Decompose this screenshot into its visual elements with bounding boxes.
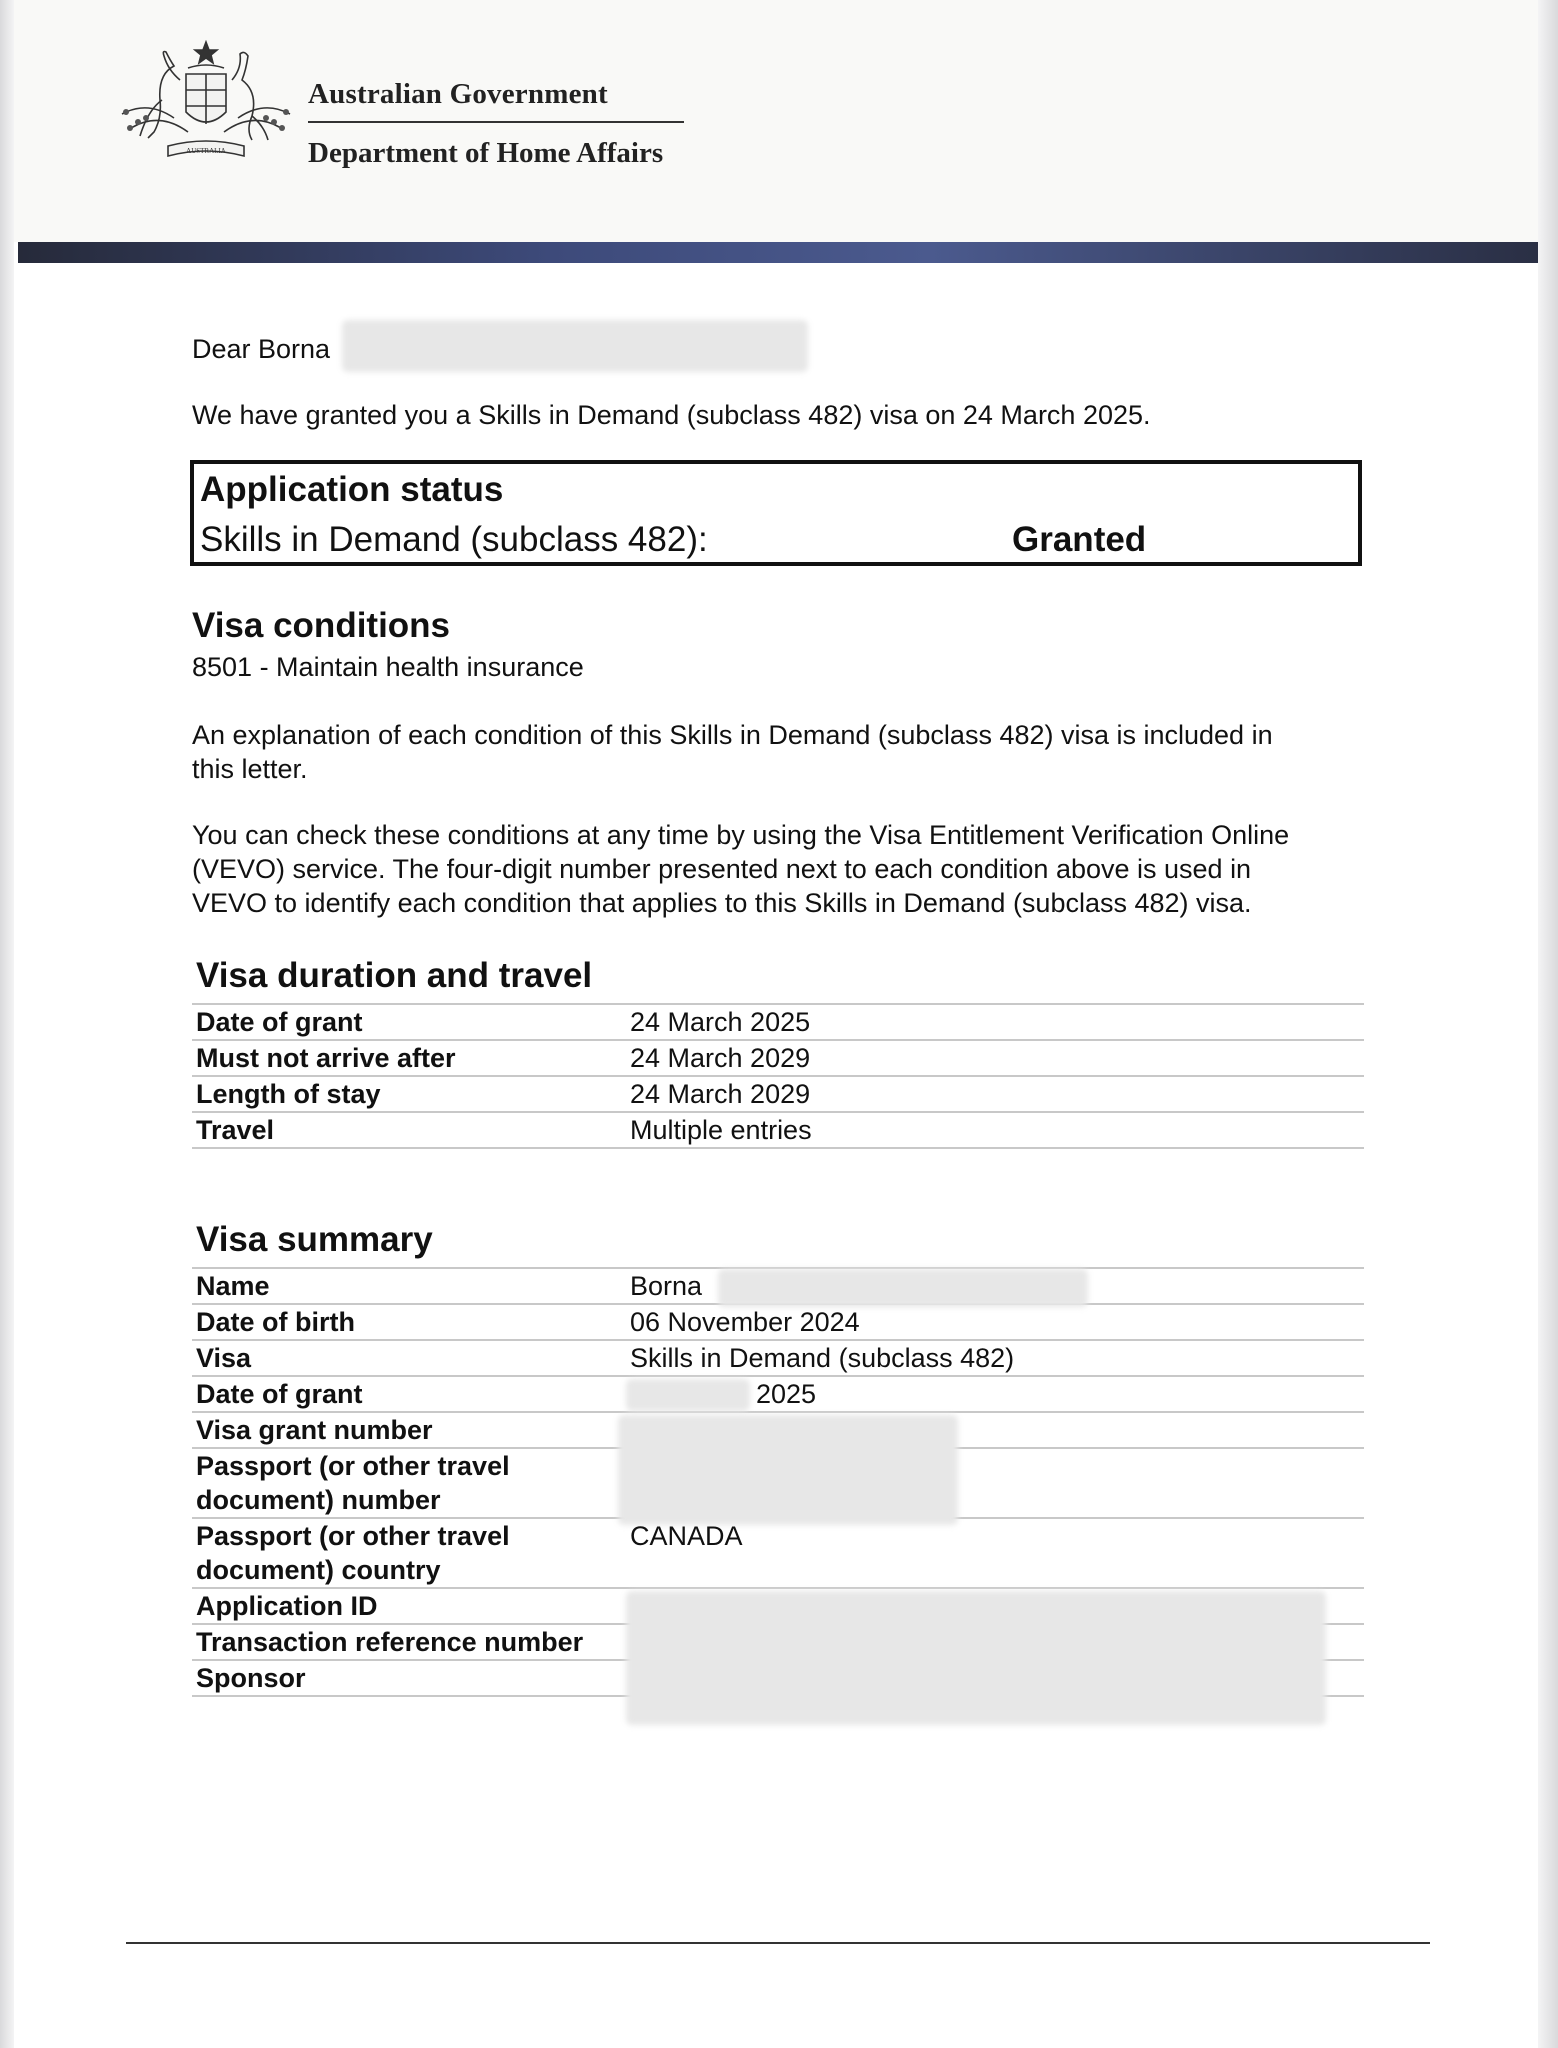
letterhead bbox=[14, 0, 1538, 242]
table-row bbox=[192, 1076, 1364, 1112]
redacted-name bbox=[718, 1269, 1088, 1307]
row-value: 24 March 2025 bbox=[626, 1004, 1364, 1040]
government-name: Australian Government bbox=[308, 78, 608, 110]
row-key: Date of grant bbox=[192, 1376, 626, 1412]
department-name: Department of Home Affairs bbox=[308, 137, 664, 169]
condition-item: 8501 - Maintain health insurance bbox=[192, 652, 584, 682]
table-row bbox=[192, 1376, 1364, 1412]
table-row bbox=[192, 1624, 1364, 1660]
row-value: Skills in Demand (subclass 482) bbox=[626, 1340, 1364, 1376]
application-status-box bbox=[190, 460, 1362, 566]
row-key: Length of stay bbox=[192, 1076, 626, 1112]
redacted-grant-date bbox=[626, 1379, 750, 1411]
row-value bbox=[626, 1448, 1364, 1518]
table-row bbox=[192, 1518, 1364, 1588]
row-key: Date of grant bbox=[192, 1004, 626, 1040]
visa-summary-table bbox=[192, 1267, 1364, 1697]
status-badge: Granted bbox=[1012, 520, 1147, 559]
row-value bbox=[626, 1624, 1364, 1660]
row-key: Passport (or other travel document) number bbox=[192, 1448, 626, 1518]
coat-of-arms-icon bbox=[118, 40, 294, 170]
greeting: Dear Borna bbox=[192, 334, 331, 364]
table-row bbox=[192, 1268, 1364, 1304]
table-row bbox=[192, 1660, 1364, 1696]
row-value bbox=[626, 1588, 1364, 1624]
page-edge-left bbox=[0, 0, 14, 2048]
page-edge-right bbox=[1538, 0, 1558, 2048]
row-key: Visa bbox=[192, 1340, 626, 1376]
redacted-surname bbox=[342, 320, 808, 372]
row-key: Must not arrive after bbox=[192, 1040, 626, 1076]
visa-duration-table bbox=[192, 1003, 1364, 1149]
row-value bbox=[626, 1660, 1364, 1696]
row-key: Name bbox=[192, 1268, 626, 1304]
table-row bbox=[192, 1040, 1364, 1076]
status-label: Skills in Demand (subclass 482): bbox=[200, 520, 708, 559]
visa-summary-heading: Visa summary bbox=[196, 1220, 433, 1259]
row-key: Sponsor bbox=[192, 1660, 626, 1696]
header-band bbox=[18, 242, 1538, 263]
conditions-explanation: An explanation of each condition of this Skills in Demand (subclass 482) visa is included in this letter. bbox=[192, 720, 1273, 784]
table-row bbox=[192, 1112, 1364, 1148]
row-value: Borna bbox=[626, 1268, 1364, 1304]
row-value: 24 March 2029 bbox=[626, 1040, 1364, 1076]
vevo-paragraph: You can check these conditions at any time by using the Visa Entitlement Verification Online (VEVO) service. The four-digit number presented next to each condition above is used in VEVO to identify each condition that applies to this Skills in Demand (subclass 482) visa. bbox=[192, 820, 1290, 918]
svg-text:AUSTRALIA: AUSTRALIA bbox=[186, 147, 226, 155]
row-key: Passport (or other travel document) country bbox=[192, 1518, 626, 1588]
row-value: Multiple entries bbox=[626, 1112, 1364, 1148]
row-value: CANADA bbox=[626, 1518, 1364, 1588]
row-value bbox=[626, 1412, 1364, 1448]
row-value: 24 March 2029 bbox=[626, 1076, 1364, 1112]
table-row bbox=[192, 1004, 1364, 1040]
visa-conditions-heading: Visa conditions bbox=[192, 606, 451, 645]
visa-duration-heading: Visa duration and travel bbox=[196, 956, 593, 995]
table-row bbox=[192, 1588, 1364, 1624]
table-row bbox=[192, 1412, 1364, 1448]
row-key: Date of birth bbox=[192, 1304, 626, 1340]
table-row bbox=[192, 1304, 1364, 1340]
table-row bbox=[192, 1448, 1364, 1518]
footer-rule bbox=[126, 1942, 1430, 1944]
grant-intro: We have granted you a Skills in Demand (subclass 482) visa on 24 March 2025. bbox=[192, 400, 1151, 430]
letterhead-rule bbox=[308, 121, 684, 123]
row-value: 2025 bbox=[626, 1376, 1364, 1412]
row-value: 06 November 2024 bbox=[626, 1304, 1364, 1340]
row-key: Transaction reference number bbox=[192, 1624, 626, 1660]
status-heading: Application status bbox=[200, 470, 504, 509]
row-key: Travel bbox=[192, 1112, 626, 1148]
row-key: Application ID bbox=[192, 1588, 626, 1624]
table-row bbox=[192, 1340, 1364, 1376]
row-key: Visa grant number bbox=[192, 1412, 626, 1448]
